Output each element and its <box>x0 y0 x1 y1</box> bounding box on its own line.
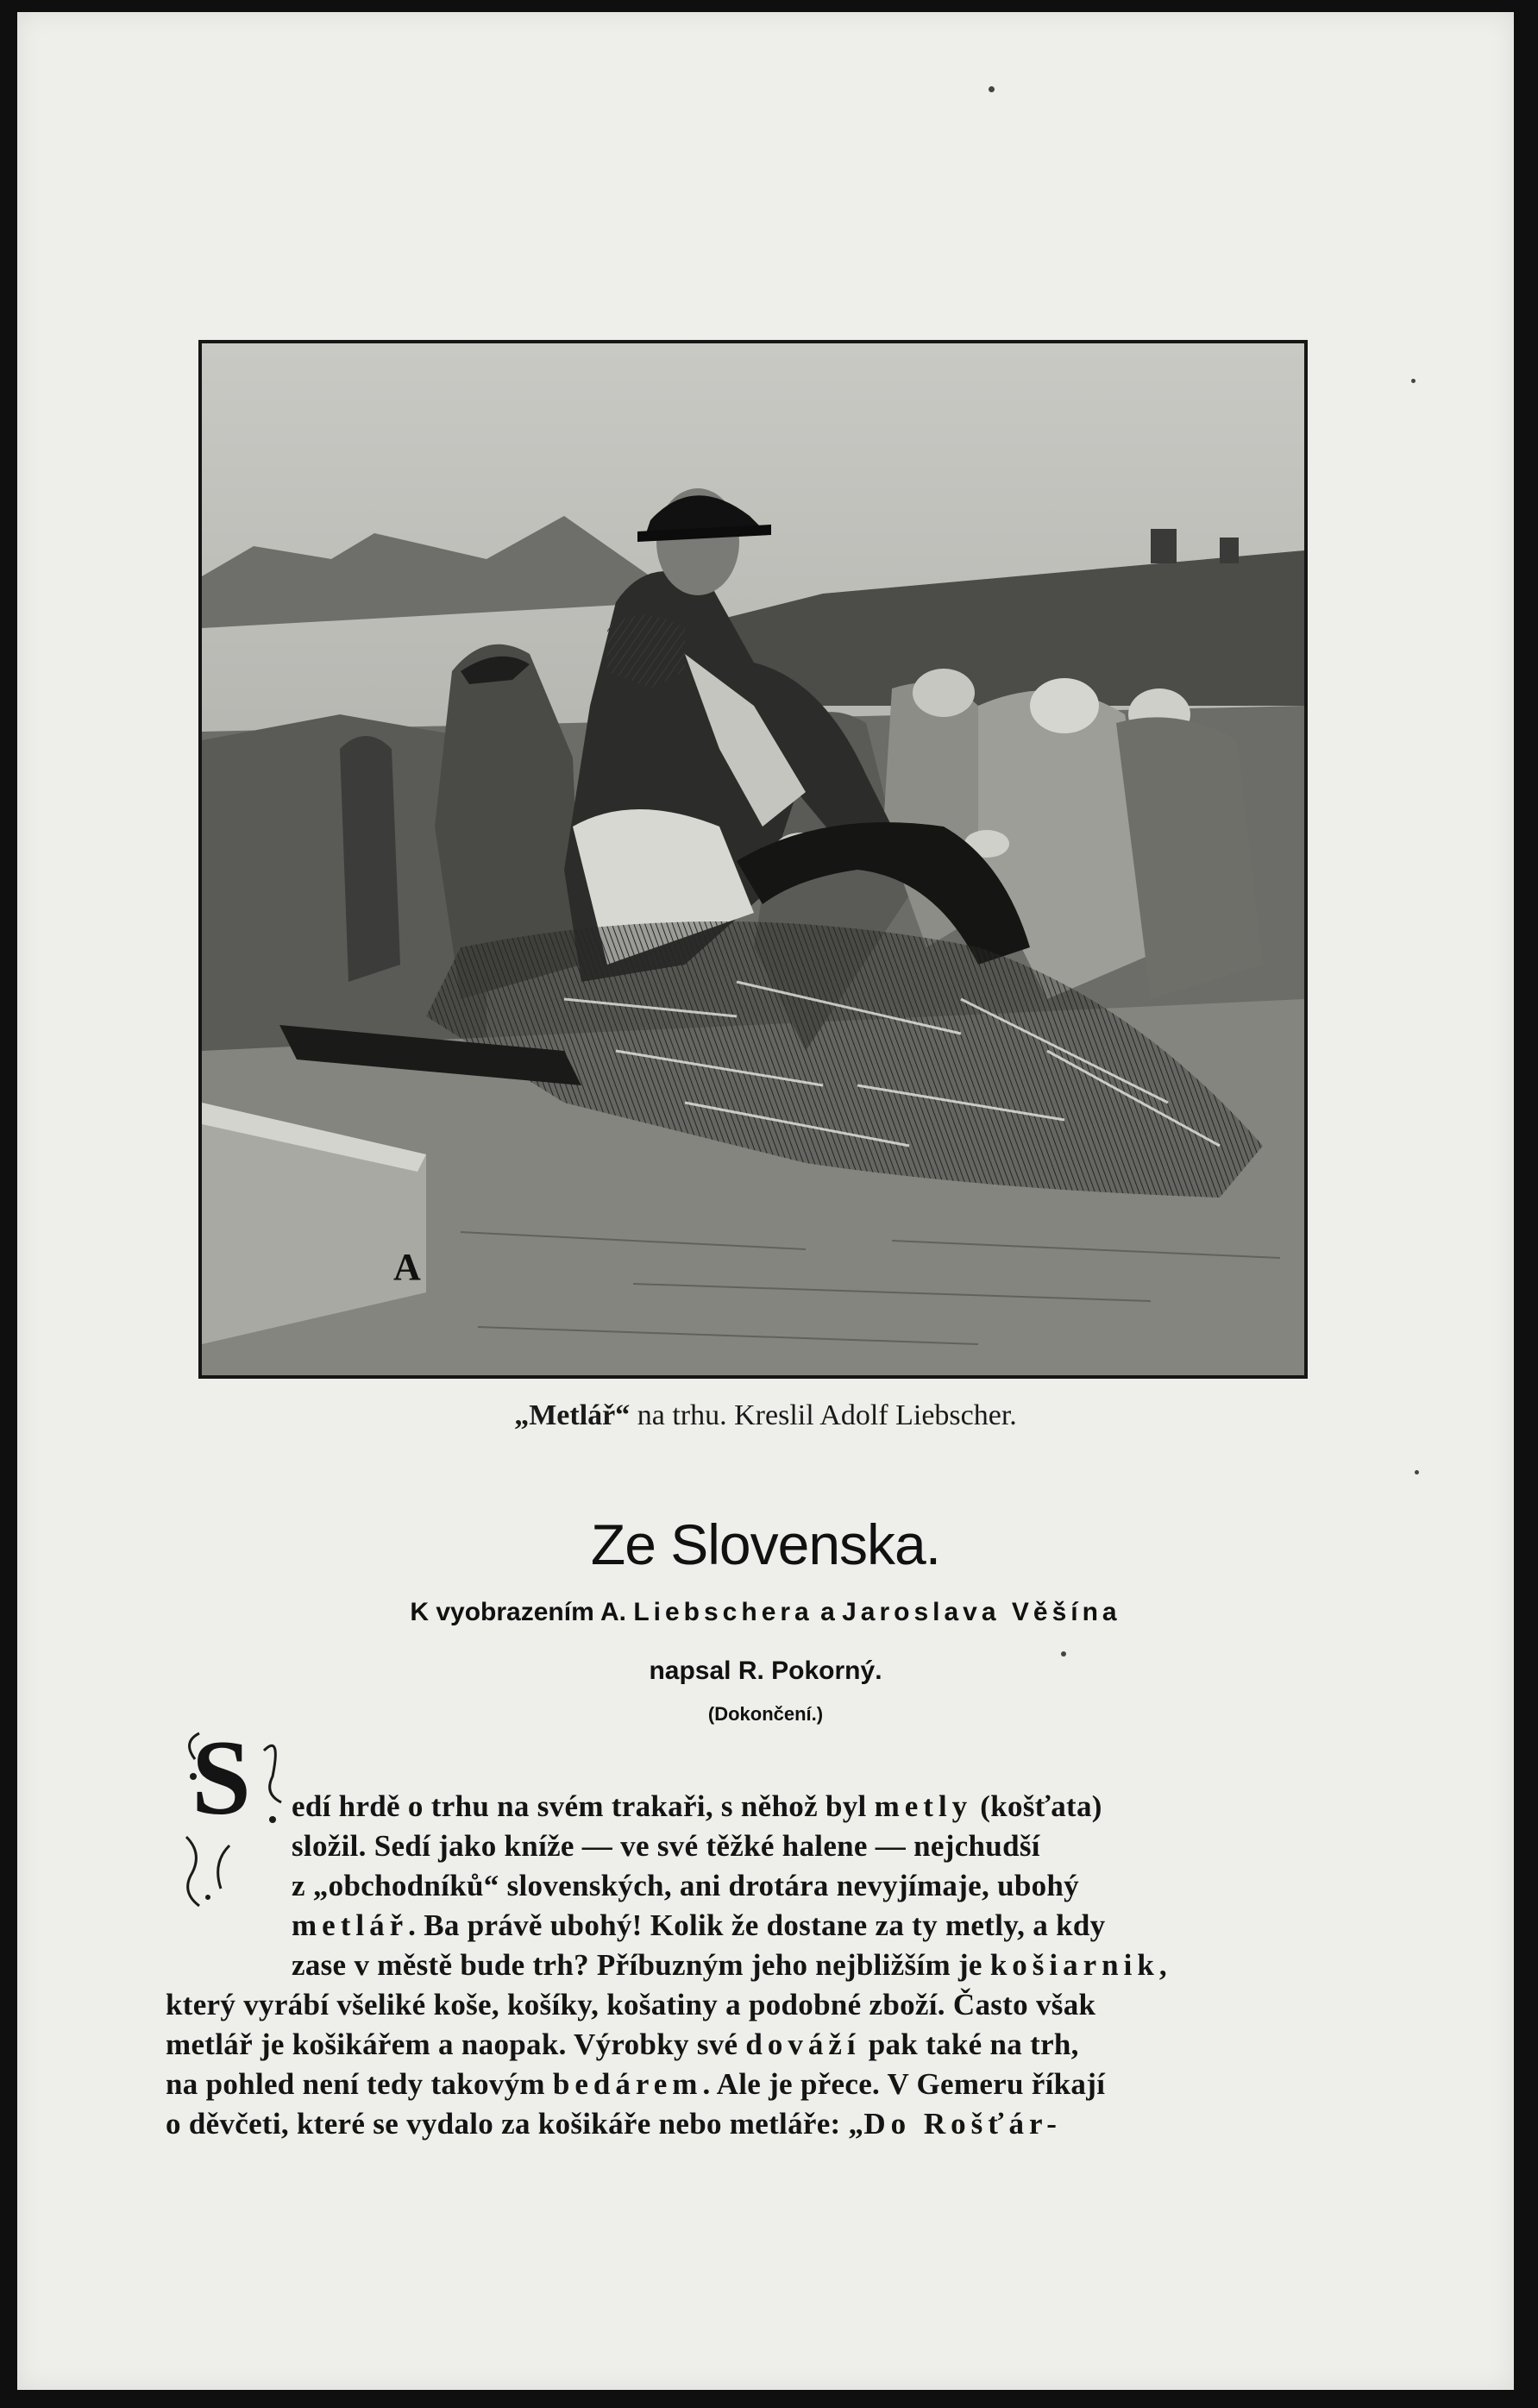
paragraph-line-5: zase v městě bude trh? Příbuzným jeho nejbližším je košiarnik, <box>292 1948 1167 1982</box>
paragraph-line-7: metlář je košikářem a naopak. Výrobky své dováží pak také na trh, <box>166 2028 1079 2061</box>
page-speck <box>1415 1470 1419 1474</box>
article-subtitle <box>17 1598 1514 1627</box>
caption-text: na trhu. Kreslil Adolf Liebscher. <box>630 1399 1017 1431</box>
paragraph-line-8: na pohled není tedy takovým bedárem. Ale je přece. V Gemeru říkají <box>166 2067 1106 2101</box>
page-speck <box>1061 1651 1066 1657</box>
ornamental-initial <box>178 1719 290 1889</box>
subtitle-prefix: K vyobrazením A. <box>410 1598 634 1626</box>
paragraph-line-1: edí hrdě o trhu na svém trakaři, s něhož byl metly (košťata) <box>292 1789 1102 1823</box>
subtitle-conjunction: a <box>813 1598 843 1626</box>
paragraph-line-2: složil. Sedí jako kníže — ve své těžké halene — nejchudší <box>292 1829 1040 1863</box>
book-page <box>17 12 1514 2390</box>
caption-quote: „Metlář“ <box>514 1399 631 1431</box>
page-speck <box>1411 379 1416 383</box>
figure-caption <box>17 1399 1514 1432</box>
market-scene-engraving <box>202 343 1304 1375</box>
subtitle-name-liebscher: Liebschera <box>633 1598 813 1626</box>
page-speck <box>989 86 995 92</box>
article-title: Ze Slovenska. <box>590 1512 941 1576</box>
paragraph-line-6: který vyrábí všeliké koše, košíky, košatiny a podobné zboží. Často však <box>166 1988 1096 2021</box>
paragraph-line-4: metlář. Ba právě ubohý! Kolik že dostane za ty metly, a kdy <box>292 1908 1106 1942</box>
paragraph-line-3: z „obchodníků“ slovenských, ani drotára nevyjímaje, ubohý <box>292 1869 1079 1902</box>
article-status: (Dokončení.) <box>707 1703 824 1725</box>
illustration <box>198 340 1308 1379</box>
artist-monogram: A <box>393 1246 421 1288</box>
article-author: napsal R. Pokorný. <box>649 1657 882 1685</box>
subtitle-name-vesin: Jaroslava Věšína <box>842 1598 1121 1626</box>
paragraph-line-9: o děvčeti, které se vydalo za košikáře nebo metláře: „Do Rošťár- <box>166 2107 1062 2141</box>
initial-letter: S <box>191 1719 251 1837</box>
